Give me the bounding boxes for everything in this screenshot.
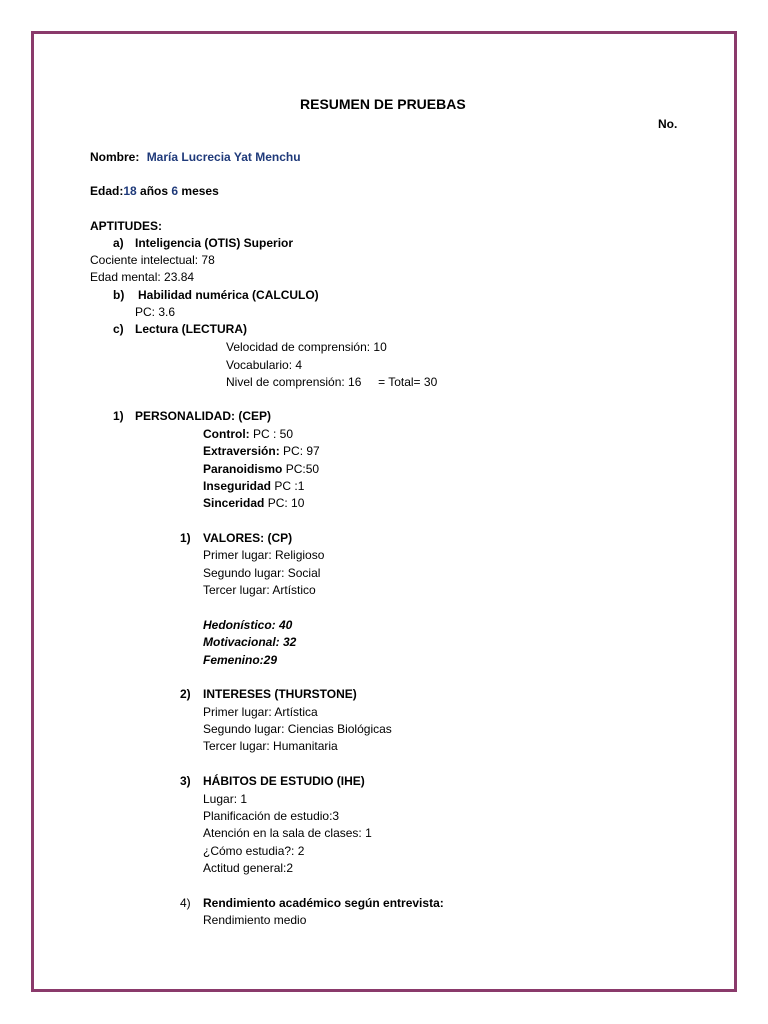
personalidad-item [203, 426, 293, 442]
edad-mental: Edad mental: 23.84 [90, 270, 195, 284]
personalidad-item [203, 495, 304, 511]
valores-line: Segundo lugar: Social [203, 566, 321, 580]
personalidad-item-label: Extraversión: [203, 444, 280, 458]
personalidad-item [203, 461, 319, 477]
valores-line: Primer lugar: Religioso [203, 548, 325, 562]
personalidad-heading: PERSONALIDAD: (CEP) [135, 409, 272, 423]
aptitud-c-label: Lectura (LECTURA) [135, 322, 248, 336]
intereses-marker: 2) [180, 687, 191, 701]
aptitud-a-marker: a) [113, 236, 124, 250]
document-title: RESUMEN DE PRUEBAS [300, 96, 466, 112]
habitos-line: Atención en la sala de clases: 1 [203, 826, 372, 840]
personalidad-item-value: PC: 10 [264, 496, 305, 510]
habitos-line: Actitud general:2 [203, 861, 294, 875]
intereses-line: Primer lugar: Artística [203, 705, 318, 719]
personalidad-item-label: Inseguridad [203, 479, 272, 493]
page-border [31, 31, 737, 992]
habitos-line: Planificación de estudio:3 [203, 809, 340, 823]
personalidad-marker: 1) [113, 409, 124, 423]
valores-italic-line: Hedonístico: 40 [203, 618, 293, 632]
aptitud-c-marker: c) [113, 322, 124, 336]
rendimiento-heading: Rendimiento académico según entrevista: [203, 896, 444, 910]
valores-italic-line: Motivacional: 32 [203, 635, 297, 649]
edad-months-unit: meses [178, 184, 219, 198]
valores-line: Tercer lugar: Artístico [203, 583, 316, 597]
edad-row [90, 183, 219, 199]
valores-heading: VALORES: (CP) [203, 531, 293, 545]
personalidad-item-value: PC: 97 [279, 444, 320, 458]
habitos-heading: HÁBITOS DE ESTUDIO (IHE) [203, 774, 365, 788]
personalidad-item [203, 478, 304, 494]
habitos-marker: 3) [180, 774, 191, 788]
habitos-line: Lugar: 1 [203, 792, 248, 806]
habitos-line: ¿Cómo estudia?: 2 [203, 844, 305, 858]
edad-label: Edad: [90, 184, 124, 198]
edad-years-unit: años [136, 184, 172, 198]
personalidad-item-value: PC:50 [282, 462, 320, 476]
nombre-label: Nombre: [90, 150, 140, 164]
rendimiento-value: Rendimiento medio [203, 913, 307, 927]
lectura-line: Vocabulario: 4 [226, 358, 303, 372]
intereses-line: Segundo lugar: Ciencias Biológicas [203, 722, 392, 736]
personalidad-item-label: Control: [203, 427, 250, 441]
intereses-line: Tercer lugar: Humanitaria [203, 739, 338, 753]
aptitud-b-marker: b) [113, 288, 125, 302]
aptitud-b-label: Habilidad numérica (CALCULO) [138, 288, 319, 302]
rendimiento-marker: 4) [180, 896, 191, 910]
personalidad-item-value: PC : 50 [249, 427, 294, 441]
lectura-line: Nivel de comprensión: 16 = Total= 30 [226, 375, 438, 389]
nombre-row [90, 149, 301, 165]
number-label: No. [658, 117, 678, 131]
edad-months: 6 [171, 184, 179, 198]
personalidad-item-label: Paranoidismo [203, 462, 283, 476]
personalidad-item [203, 443, 320, 459]
cociente-intelectual: Cociente intelectual: 78 [90, 253, 215, 267]
personalidad-item-value: PC :1 [271, 479, 305, 493]
intereses-heading: INTERESES (THURSTONE) [203, 687, 357, 701]
edad-years: 18 [123, 184, 137, 198]
lectura-line: Velocidad de comprensión: 10 [226, 340, 387, 354]
personalidad-item-label: Sinceridad [203, 496, 265, 510]
aptitudes-heading: APTITUDES: [90, 219, 162, 233]
valores-italic-line: Femenino:29 [203, 653, 278, 667]
aptitud-b-pc: PC: 3.6 [135, 305, 176, 319]
aptitud-a-label: Inteligencia (OTIS) Superior [135, 236, 294, 250]
valores-marker: 1) [180, 531, 191, 545]
nombre-value: María Lucrecia Yat Menchu [146, 150, 301, 164]
